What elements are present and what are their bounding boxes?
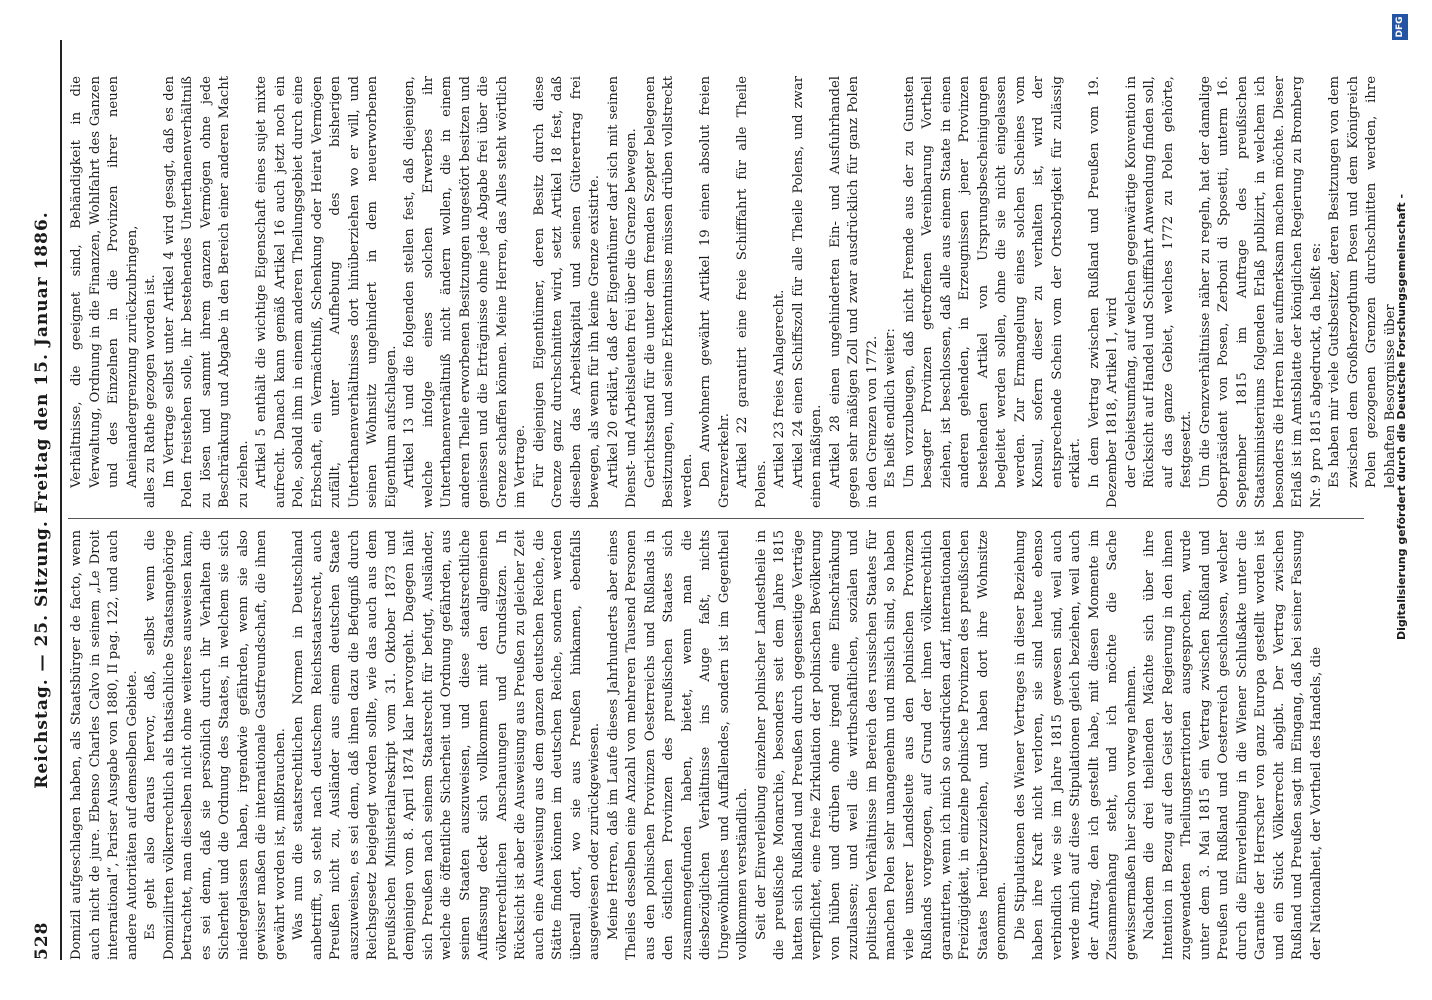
paragraph: Artikel 24 einen Schiffszoll für alle Theile Polens, und zwar einen mäßigen.: [790, 76, 824, 508]
paragraph: Artikel 28 einen ungehinderten Ein- und Ausfuhrhandel gegen sehr mäßigen Zoll und zwar ausdrücklich für ganz Polen in den Grenzen von 1772.: [827, 76, 880, 508]
paragraph: Seit der Einverleibung einzelner polnischer Landestheile in die preußische Monarchie, besonders seit dem Jahre 1815 hatten sich Rußland und Preußen durch gegenseitige Verträge verpflichtet, eine freie Zirkulation der polnischen Bevölkerung von hüben und drüben ohne irgend eine Einschränkung zuzulassen; und weil die wirthschaftlichen, sozialen und politischen Verhältnisse im Bereich des russischen Staates für manchen Polen sehr unangenehm und misslich sind, so haben viele unserer Landsleute aus den polnischen Provinzen Rußlands vorgezogen, auf Grund der ihnen völkerrechtlich garantirten, wenn ich mich so ausdrücken darf, internationalen Freizügigkeit, in einzelne polnische Provinzen des preußischen Staates herüberzuziehen, und haben dort ihre Wohnsitze genommen.: [753, 530, 1009, 960]
page-header: [28, 40, 62, 960]
dfg-logo: DFG: [1392, 14, 1408, 40]
paragraph: Artikel 23 freies Anlagerecht.: [772, 289, 787, 488]
paragraph: In dem Vertrag zwischen Rußland und Preußen vom 19. Dezember 1818, Artikel 1, wird: [1086, 76, 1120, 508]
paragraph: Artikel 5 enthält die wichtige Eigenschaft eines sujet mixte aufrecht. Danach kann gemäß Artikel 16 auch jetzt noch ein Pole, sobald ihm in einem anderen Theilungsgebiet durch eine Erbschaft, ein Vermächtniß, Schenkung oder Heirat Vermögen zufällt, unter Aufhebung des bisherigen Unterthanenverhältnisses dort hinüberziehen wo er will, und seinen Wohnsitz ungehindert in dem neuerworbenen Eigenthum aufschlagen.: [254, 76, 399, 508]
paragraph: Um die Grenzverhältnisse näher zu regeln, hat der damalige Oberpräsident von Posen, Zerboni di Sposetti, unterm 16. September 1815 im Auftrage des preußischen Staatsministeriums folgenden Erlaß publizirt, in welchem ich besonders die Herren hier aufmerksam machen möchte. Dieser Erlaß ist im Amtsblatte der königlichen Regierung zu Bromberg Nr. 9 pro 1815 abgedruckt, da heißt es:: [1197, 76, 1324, 508]
paragraph: Es heißt endlich weiter:: [883, 328, 898, 488]
paragraph: Artikel 20 erklärt, daß der Eigenthümer darf sich mit seinen Dienst- und Arbeitsleuten frei über die Grenze bewegen.: [605, 76, 639, 508]
digitization-credit: Digitalisierung gefördert durch die Deutsche Forschungsgemeinschaft -: [1395, 193, 1408, 640]
paragraph: Nachdem die drei theilenden Mächte sich über ihre Intention in Bezug auf den Geist der Regierung in den ihnen zugewendeten Theilungsterritorien ausgesprochen, wurde unter dem 3. Mai 1815 ein Vertrag zwischen Rußland und Preußen und Rußland und Oesterreich geschlossen, welcher durch die Einverleibung in die Wiener Schlußakte unter die Garantie der Herrscher von ganz Europa gestellt worden ist und ein Stück Völkerrecht abgibt. Der Vertrag zwischen Rußland und Preußen sagt im Eingang, daß bei seiner Fassung der Nationalheit, der Vortheil des Handels, die: [1142, 530, 1324, 960]
page-number: 528: [32, 921, 52, 960]
page-title: Reichstag. — 25. Sitzung. Freitag den 15. Januar 1886.: [32, 211, 52, 789]
quote-paragraph: der Gebietsumfang, auf welchen gegenwärtige Konvention in Rücksicht auf Handel und Schifffahrt Anwendung finden soll, auf das ganze Gebiet, welches 1772 zu Polen gehörte, festgesetzt.: [1123, 76, 1194, 488]
paragraph: Domizil aufgeschlagen haben, als Staatsbürger de facto, wenn auch nicht de jure. Ebenso Charles Calvo in seinem „Le Droit international“, Pariser Ausgabe von 1880, II pag. 122, und auch andere Autoritäten auf demselben Gebiete.: [69, 530, 140, 960]
paragraph: Den Anwohnern gewährt Artikel 19 einen absolut freien Grenzverkehr.: [698, 76, 732, 508]
header-divider: [60, 40, 62, 960]
paragraph: Artikel 22 garantirt eine freie Schifffahrt für alle Theile Polens.: [735, 76, 769, 508]
quote-paragraph: Um vorzubeugen, daß nicht Fremde aus der zu Gunsten besagter Provinzen getroffenen Vereinbarung Vortheil ziehen, ist beschlossen, daß alle aus einem Staate in einen anderen gehenden, in Erzeugnissen jener Provinzen bestehenden Artikel von Ursprungsbescheinigungen begleitet werden sollen, ohne die sie nicht eingelassen werden. Zur Ermangelung eines solchen Scheines vom Konsul, sofern dieser zu verhalten ist, wird der entsprechende Schein vom der Ortsobrigkeit für zulässig erklärt.: [901, 76, 1083, 488]
paragraph: alles zu Rathe gezogen worden ist.: [143, 274, 158, 508]
paragraph: Meine Herren, daß im Laufe dieses Jahrhunderts aber eines Theiles desselben eine Anzahl von mehreren Tausend Personen aus den polnischen Provinzen Oesterreichs und Rußlands in den östlichen Provinzen des preußischen Staates sich zusammengefunden haben, bietet, wenn man die diesbezüglichen Verhältnisse ins Auge faßt, nichts Ungewöhnliches und Auffallendes, sondern ist im Gegentheil vollkommen verständlich.: [605, 530, 750, 960]
paragraph: Die Stipulationen des Wiener Vertrages in dieser Beziehung haben ihre Kraft nicht verloren, sie sind heute ebenso verbindlich wie sie im Jahre 1815 gewesen sind, weil auch werde mich auf diese Stipulationen gleich beziehen, weil auch der Antrag, den ich gestellt habe, mit diesen Momente im Zusammenhang steht, und ich möchte die Sache gewissermaßen hier schon vorweg nehmen.: [1012, 530, 1139, 960]
paragraph: Was nun die staatsrechtlichen Normen in Deutschland anbetrifft, so steht nach deutschem Reichsstaatsrecht, auch Preußen nicht zu, Ausländer aus einem deutschen Staate auszuweisen, es sei denn, daß ihnen dazu die Befugniß durch Reichsgesetz beigelegt worden sollte, wie das auch aus dem preußischen Ministerialreskript vom 31. Oktober 1873 und demjenigen vom 8. April 1874 klar hervorgeht. Dagegen hält sich Preußen nach seinem Staatsrecht für befugt, Ausländer, welche die öffentliche Sicherheit und Ordnung gefährden, aus seinen Staaten auszuweisen, und diese staatsrechtliche Auffassung deckt sich vollkommen mit den allgemeinen völkerrechtlichen Anschauungen und Grundsätzen. In Rücksicht ist aber die Ausweisung aus Preußen zu gleicher Zeit auch eine Ausweisung aus dem ganzen deutschen Reiche, die Stätte finden können im deutschen Reiche, sondern werden überall dort, wo sie aus Preußen hinkamen, ebenfalls ausgewiesen oder zurückgewiesen.: [291, 530, 602, 960]
paragraph: Artikel 13 und die folgenden stellen fest, daß diejenigen, welche infolge eines solchen Erwerbes ihr Unterthanenverhältniß nicht ändern wollen, die in einem anderen Theile erworbenen Besitzungen ungestört besitzen und geniessen und die Erträgnisse ohne jede Abgabe frei über die Grenze schaffen können. Meine Herren, das Alles steht wörtlich im Vertrage.: [402, 76, 528, 508]
paragraph: Es geht also daraus hervor, daß, selbst wenn die Domizilirten völkerrechtlich als thatsächliche Staatsangehörige betrachtet, man dieselben nicht ohne weiteres ausweisen kann, es sei denn, daß sie persönlich durch ihr Verhalten die Sicherheit und die Ordnung des Staates, in welchem sie sich niedergelassen haben, irgendwie gefährden, wenn sie also gewisser maßen die internationale Gastfreundschaft, die ihnen gewährt worden ist, mißbrauchen.: [143, 530, 288, 960]
paragraph: Gerichtsstand für die unter dem fremden Szepter belegenen Besitzungen, und seine Erkenntnisse müssen drüben vollstreckt werden.: [642, 76, 695, 508]
quote-paragraph: Verhältnisse, die geeignet sind, Behändigkeit in die Verwaltung, Ordnung in die Finanzen, Wohlfahrt des Ganzen und des Einzelnen in die Provinzen ihrer neuen Aneinandergrenzung zurückzubringen,: [69, 76, 140, 488]
right-column: [68, 76, 1398, 508]
paragraph: Im Vertrage selbst unter Artikel 4 wird gesagt, daß es den Polen freistehen solle, ihr bestehendes Unterthanenverhältniß zu lösen und sammt ihrem ganzen Vermögen ohne jede Beschränkung und Abgabe in den Bereich einer anderen Macht zu ziehen.: [161, 76, 251, 508]
quote-paragraph: Es haben mir viele Gutsbesitzer, deren Besitzungen von dem zwischen dem Großherzogthum Posen und dem Königreich Polen gezogenen Grenzen durchschnitten werden, ihre lebhaften Besorgnisse über: [1327, 76, 1398, 488]
paragraph: Für diejenigen Eigenthümer, deren Besitz durch diese Grenze ganz durchschnitten wird, setzt Artikel 18 fest, daß dieselben das Arbeitskapital und seinen Güterertrag frei bewegen, als wenn für ihn keine Grenze existirte.: [531, 76, 602, 508]
column-divider: [68, 518, 1364, 519]
left-column: [68, 530, 1364, 960]
